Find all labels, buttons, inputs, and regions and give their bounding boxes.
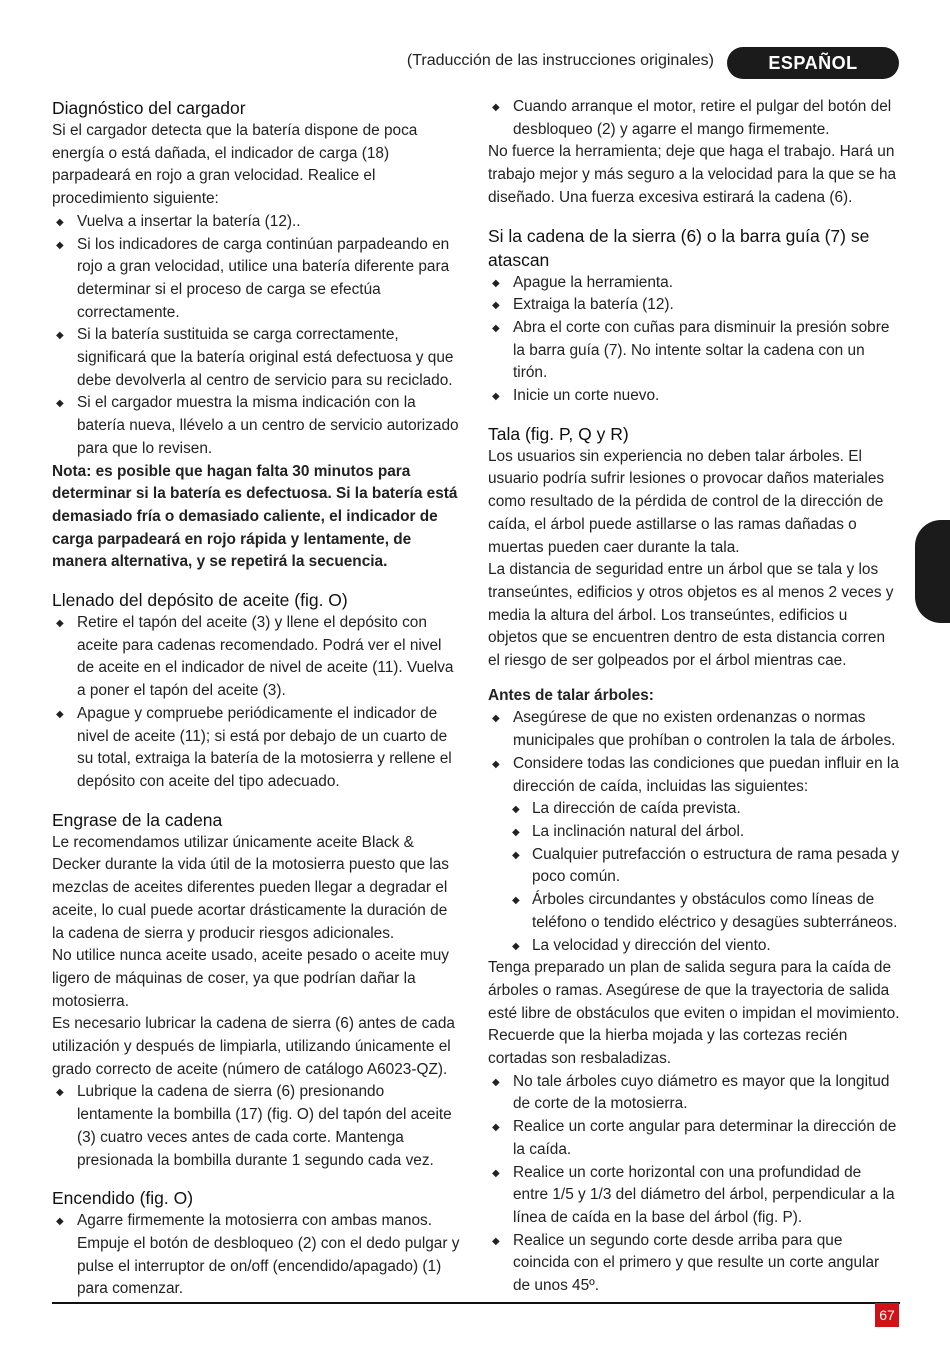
bullet-list: [488, 1071, 900, 1298]
list-item: ◆ Realice un segundo corte desde arriba para que coincida con el primero y que resulte un corte angular de unos 45º.: [488, 1230, 900, 1298]
left-column: [52, 96, 462, 1301]
bullet-list: [52, 1210, 462, 1301]
list-item: ◆ Cuando arranque el motor, retire el pulgar del botón del desbloqueo (2) y agarre el mango firmemente.: [488, 96, 900, 141]
sub-list-item: ◆ Cualquier putrefacción o estructura de rama pesada y poco común.: [488, 844, 900, 889]
list-item: ◆ Retire el tapón del aceite (3) y llene el depósito con aceite para cadenas recomendado. Podrá ver el nivel de aceite en el indicador de nivel de aceite (11). Vuelva a poner el tapón del aceite (3).: [52, 612, 462, 703]
list-item: ◆ Si el cargador muestra la misma indicación con la batería nueva, llévelo a un centro de servicio autorizado para que lo revisen.: [52, 392, 462, 460]
paragraph: La distancia de seguridad entre un árbol que se tala y los transeúntes, edificios y otros objetos es al menos 2 veces y media la altura del árbol. Los transeúntes, edificios u objetos que se encuentren dentro de esta distancia corren el riesgo de ser golpeados por el árbol mientras cae.: [488, 561, 894, 670]
list-item: ◆ Lubrique la cadena de sierra (6) presionando lentamente la bombilla (17) (fig. O) del tapón del aceite (3) cuatro veces antes de cada corte. Mantenga presionada la bombilla durante 1 segundo cada vez.: [52, 1081, 462, 1172]
list-item: ◆ Apague y compruebe periódicamente el indicador de nivel de aceite (11); si está por debajo de un cuarto de su total, extraiga la batería de la motosierra y rellene el depósito con aceite del tipo adecuado.: [52, 703, 462, 794]
paragraph: No utilice nunca aceite usado, aceite pesado o aceite muy ligero de máquinas de coser, ya que podrían dañar la motosierra.: [52, 947, 449, 1010]
paragraph: Le recomendamos utilizar únicamente aceite Black & Decker durante la vida útil de la motosierra puesto que las mezclas de aceites diferentes pueden llegar a degradar el aceite, lo cual puede acortar drásticamente la duración de la cadena de sierra y producir riesgos adicionales.: [52, 833, 449, 942]
paragraph: Es necesario lubricar la cadena de sierra (6) antes de cada utilización y después de limpiarla, utilizando únicamente el grado correcto de aceite (número de catálogo A6023-QZ).: [52, 1015, 455, 1078]
list-item: ◆ Si los indicadores de carga continúan parpadeando en rojo a gran velocidad, utilice una batería diferente para determinar si el proceso de carga se efectúa correctamente.: [52, 234, 462, 325]
sub-list-item: ◆ La velocidad y dirección del viento.: [488, 935, 900, 958]
list-item: ◆ Vuelva a insertar la batería (12)..: [52, 211, 462, 234]
bullet-list: [488, 272, 900, 408]
note-paragraph: Nota: es posible que hagan falta 30 minutos para determinar si la batería es defectuosa. Si la batería está demasiado fría o demasiado caliente, el indicador de carga parpadeará en rojo rápida y lentamente, de manera alternativa, y se repetirá la secuencia.: [52, 462, 458, 571]
list-item: ◆ Realice un corte horizontal con una profundidad de entre 1/5 y 1/3 del diámetro del árbol, perpendicular a la línea de caída en la base del árbol (fig. P).: [488, 1162, 900, 1230]
list-item: ◆ Realice un corte angular para determinar la dirección de la caída.: [488, 1116, 900, 1161]
list-item: ◆ No tale árboles cuyo diámetro es mayor que la longitud de corte de la motosierra.: [488, 1071, 900, 1116]
section-tab: [915, 520, 950, 623]
right-column: [488, 96, 900, 1298]
sub-list-item: ◆ La dirección de caída prevista.: [488, 798, 900, 821]
paragraph: Si el cargador detecta que la batería dispone de poca energía o está dañada, el indicador de carga (18) parpadeará en rojo a gran velocidad. Realice el procedimiento siguiente:: [52, 122, 418, 208]
bullet-list: [52, 612, 462, 794]
sub-list-item: ◆ Árboles circundantes y obstáculos como líneas de teléfono o tendido eléctrico y desagües subterráneos.: [488, 889, 900, 934]
language-badge: ESPAÑOL: [727, 47, 899, 79]
page-number: 67: [875, 1303, 899, 1327]
translation-note: (Traducción de las instrucciones originales): [406, 52, 714, 69]
heading-oil-fill: Llenado del depósito de aceite (fig. O): [52, 590, 348, 611]
sub-bullet-list: [488, 798, 900, 957]
list-item: ◆ Abra el corte con cuñas para disminuir la presión sobre la barra guía (7). No intente soltar la cadena con un tirón.: [488, 317, 900, 385]
heading-charger-diagnosis: Diagnóstico del cargador: [52, 98, 246, 118]
list-item: ◆ Considere todas las condiciones que puedan influir en la dirección de caída, incluidas las siguientes:: [488, 753, 900, 798]
bullet-list: [488, 96, 900, 141]
list-item: ◆ Agarre firmemente la motosierra con ambas manos. Empuje el botón de desbloqueo (2) con el dedo pulgar y pulse el interruptor de on/off (encendido/apagado) (1) para comenzar.: [52, 1210, 462, 1301]
bullet-list: [52, 1081, 462, 1172]
list-item: ◆ Inicie un corte nuevo.: [488, 385, 900, 408]
heading-switching-on: Encendido (fig. O): [52, 1188, 194, 1209]
subheading-before-felling: Antes de talar árboles:: [488, 686, 654, 704]
bullet-list: [52, 211, 462, 461]
heading-chain-lubrication: Engrase de la cadena: [52, 809, 223, 830]
list-item: ◆ Extraiga la batería (12).: [488, 294, 900, 317]
heading-felling: Tala (fig. P, Q y R): [488, 423, 629, 444]
heading-chain-jammed: Si la cadena de la sierra (6) o la barra guía (7) se atascan: [488, 225, 870, 270]
list-item: ◆ Asegúrese de que no existen ordenanzas o normas municipales que prohíban o controlen la tala de árboles.: [488, 707, 900, 752]
sub-list-item: ◆ La inclinación natural del árbol.: [488, 821, 900, 844]
paragraph: Tenga preparado un plan de salida segura para la caída de árboles o ramas. Asegúrese de que la trayectoria de salida esté libre de obstáculos que eviten o impidan el movimiento. Recuerde que la hierba mojada y las cortezas recién cortadas son resbaladizas.: [488, 959, 900, 1068]
bullet-list: [488, 707, 900, 798]
footer-divider: [52, 1302, 900, 1304]
list-item: ◆ Apague la herramienta.: [488, 272, 900, 295]
paragraph: Los usuarios sin experiencia no deben talar árboles. El usuario podría sufrir lesiones o provocar daños materiales como resultado de la pérdida de control de la dirección de caída, el árbol puede astillarse o las ramas dañadas o muertas pueden caer durante la tala.: [488, 447, 885, 556]
paragraph: No fuerce la herramienta; deje que haga el trabajo. Hará un trabajo mejor y más seguro a la velocidad para la que se ha diseñado. Una fuerza excesiva estirará la cadena (6).: [488, 143, 897, 206]
list-item: ◆ Si la batería sustituida se carga correctamente, significará que la batería original está defectuosa y que debe devolverla al centro de servicio para su reciclado.: [52, 324, 462, 392]
